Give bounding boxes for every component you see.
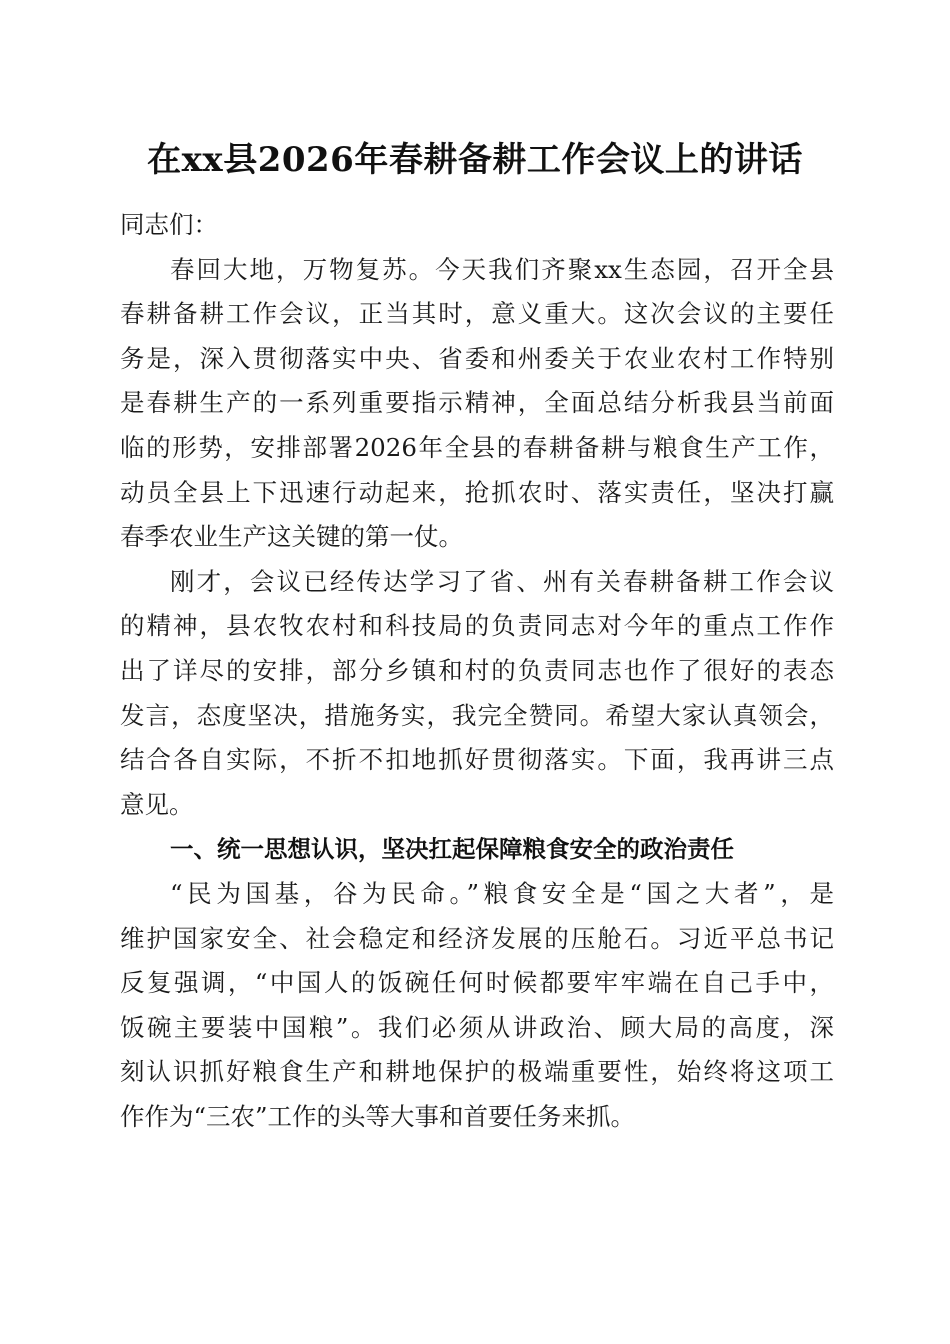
paragraph-line: 刚才，会议已经传达学习了省、州有关春耕备耕工作会议 — [170, 566, 834, 596]
salutation: 同志们： — [120, 210, 218, 239]
paragraph-meeting-review — [120, 560, 834, 828]
paragraph-line: 出了详尽的安排，部分乡镇和村的负责同志也作了很好的表态 — [120, 655, 834, 685]
paragraph-line: 饭碗主要装中国粮”。我们必须从讲政治、顾大局的高度，深 — [120, 1012, 834, 1042]
paragraph-line: 反复强调，“中国人的饭碗任何时候都要牢牢端在自己手中， — [120, 968, 834, 998]
paragraph-line: 刻认识抓好粮食生产和耕地保护的极端重要性，始终将这项工 — [120, 1057, 834, 1087]
paragraph-line: 的精神，县农牧农村和科技局的负责同志对今年的重点工作作 — [120, 611, 834, 641]
paragraph-opening — [120, 248, 834, 560]
paragraph-line: 发言，态度坚决，措施务实，我完全赞同。希望大家认真领会， — [120, 700, 834, 730]
paragraph-line: 务是，深入贯彻落实中央、省委和州委关于农业农村工作特别 — [120, 343, 834, 373]
paragraph-line: 临的形势，安排部署2026年全县的春耕备耕与粮食生产工作， — [120, 432, 834, 462]
paragraph-line: 意见。 — [120, 789, 194, 819]
paragraph-line: 维护国家安全、社会稳定和经济发展的压舱石。习近平总书记 — [120, 923, 834, 953]
paragraph-line: 春耕备耕工作会议，正当其时，意义重大。这次会议的主要任 — [120, 299, 834, 329]
paragraph-line: 春季农业生产这关键的第一仗。 — [120, 522, 463, 552]
paragraph-line: 结合各自实际，不折不扣地抓好贯彻落实。下面，我再讲三点 — [120, 745, 834, 775]
paragraph-line: 作作为“三农”工作的头等大事和首要任务来抓。 — [120, 1101, 636, 1131]
speech-body — [120, 203, 834, 1139]
paragraph-line: 动员全县上下迅速行动起来，抢抓农时、落实责任，坚决打赢 — [120, 477, 834, 507]
paragraph-line: 是春耕生产的一系列重要指示精神，全面总结分析我县当前面 — [120, 388, 834, 418]
paragraph-line: “民为国基，谷为民命。”粮食安全是“国之大者”，是 — [170, 878, 834, 908]
paragraph-food-security — [120, 872, 834, 1140]
paragraph-line: 春回大地，万物复苏。今天我们齐聚xx生态园，召开全县 — [170, 254, 834, 284]
section-heading-1: 一、统一思想认识，坚决扛起保障粮食安全的政治责任 — [170, 835, 734, 864]
speech-title: 在xx县2026年春耕备耕工作会议上的讲话 — [147, 140, 803, 180]
